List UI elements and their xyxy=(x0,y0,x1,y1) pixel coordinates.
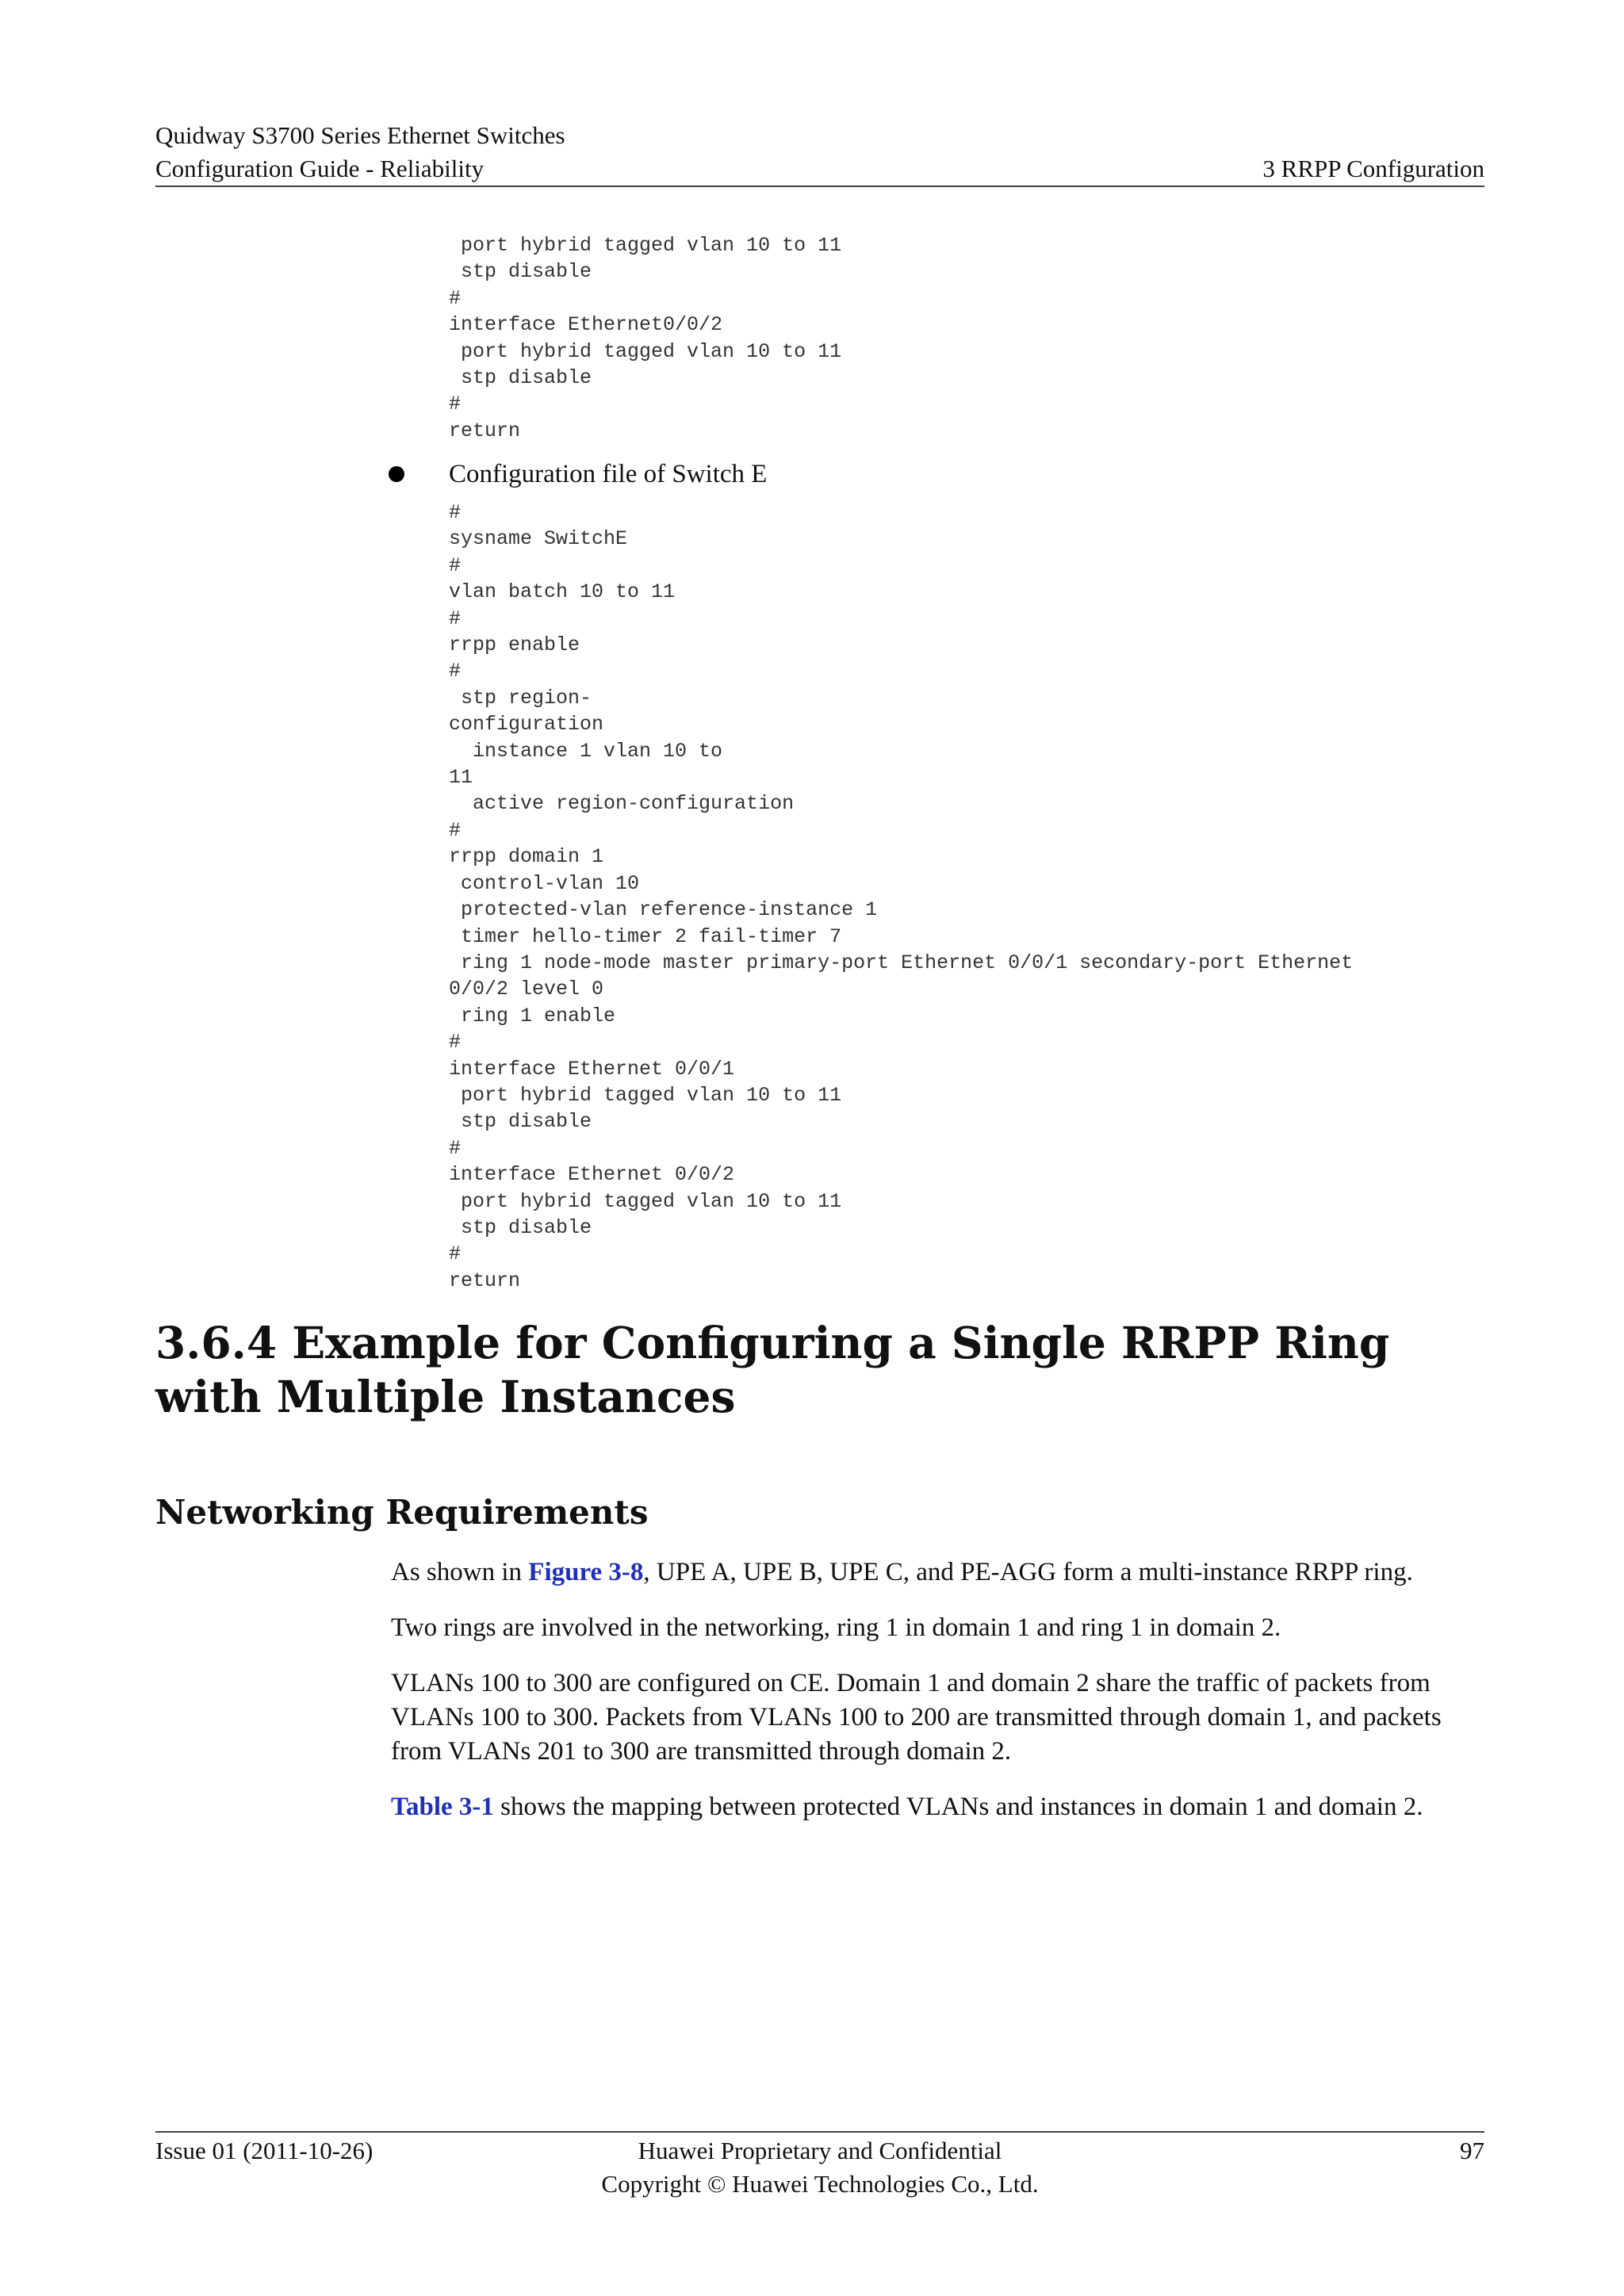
bullet-item-switch-e xyxy=(389,457,767,492)
table-3-1-link[interactable]: Table 3-1 xyxy=(391,1793,494,1821)
subsection-heading: Networking Requirements xyxy=(155,1493,649,1532)
footer-copyright-line: Copyright © Huawei Technologies Co., Ltd. xyxy=(601,2170,1039,2198)
header-chapter-title: 3 RRPP Configuration xyxy=(1262,155,1484,182)
footer-confidential: Huawei Proprietary and Confidential xyxy=(638,2137,1002,2164)
footer-divider xyxy=(155,2131,1484,2133)
section-heading: 3.6.4 Example for Configuring a Single RRPP Ring with Multiple Instances xyxy=(155,1317,1390,1422)
paragraph-text: shows the mapping between protected VLANs and instances in domain 1 and domain 2. xyxy=(493,1793,1423,1821)
footer-issue: Issue 01 (2011-10-26) xyxy=(155,2137,373,2164)
paragraph-figure-ref xyxy=(391,1556,1485,1590)
header-divider xyxy=(155,186,1484,187)
paragraph-text: , UPE A, UPE B, UPE C, and PE-AGG form a multi-instance RRPP ring. xyxy=(643,1558,1413,1586)
bullet-item-label: Configuration file of Switch E xyxy=(449,459,768,488)
footer-copyright xyxy=(155,2134,1484,2201)
header-product-title: Quidway S3700 Series Ethernet Switches xyxy=(155,121,565,149)
header-guide-title: Configuration Guide - Reliability xyxy=(155,155,485,182)
bullet-dot-icon xyxy=(389,466,404,482)
page-header xyxy=(155,119,1484,186)
figure-3-8-link[interactable]: Figure 3-8 xyxy=(528,1558,644,1586)
config-code-block-switch-d-tail: port hybrid tagged vlan 10 to 11 stp disable # interface Ethernet0/0/2 port hybrid tagged vlan 10 to 11 stp disable # return xyxy=(449,234,842,442)
paragraph-text: As shown in xyxy=(391,1558,529,1586)
paragraph-table-ref xyxy=(391,1790,1485,1824)
paragraph-rings: Two rings are involved in the networking, ring 1 in domain 1 and ring 1 in domain 2. xyxy=(391,1613,1281,1642)
header-row xyxy=(155,152,1484,186)
paragraph-vlans: VLANs 100 to 300 are configured on CE. Domain 1 and domain 2 share the traffic of packets from VLANs 100 to 300. Packets from VLANs 100 to 200 are transmitted through domain 1, and packets from VLANs 201 to 300 are transmitted through domain 2. xyxy=(391,1669,1442,1766)
page-number: 97 xyxy=(1460,2137,1484,2164)
config-code-block-switch-e: # sysname SwitchE # vlan batch 10 to 11 # rrpp enable # stp region- configuration instance 1 vlan 10 to 11 active region-configuration # rrpp domain 1 control-vlan 10 protected-vlan reference-instance 1 timer hello-timer 2 fail-timer 7 ring 1 node-mode master primary-port Ethernet 0/0/1 secondary-port Ethernet 0/0/2 level 0 ring 1 enable # interface Ethernet 0/0/1 port hybrid tagged vlan 10 to 11 stp disable # interface Ethernet 0/0/2 port hybrid tagged vlan 10 to 11 stp disable # return xyxy=(449,501,1354,1292)
body-text xyxy=(391,1556,1485,1846)
